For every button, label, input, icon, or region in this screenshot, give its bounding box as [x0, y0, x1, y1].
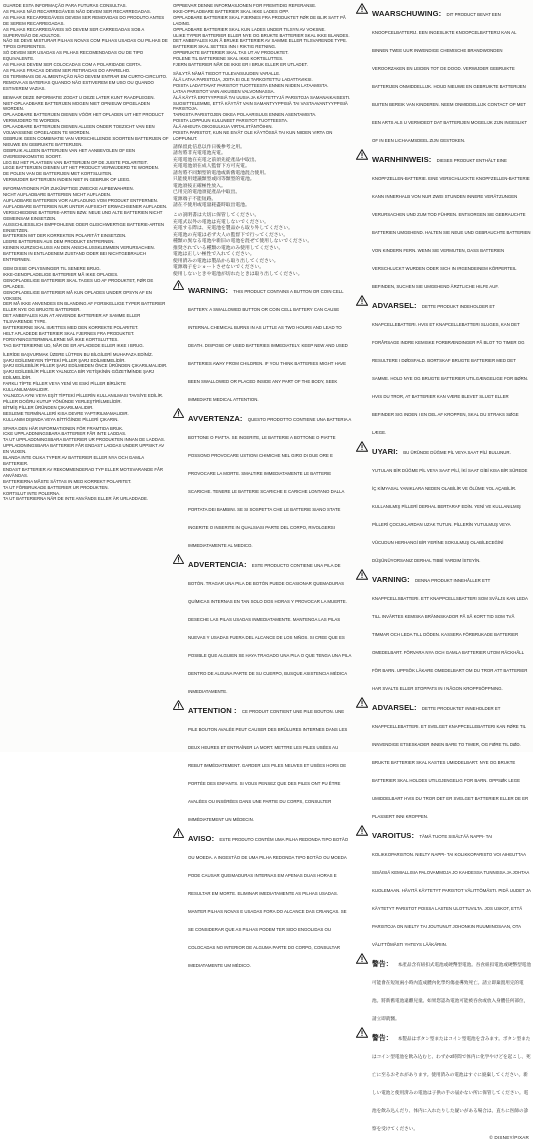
warning-german	[356, 149, 531, 293]
warning-triangle-icon	[356, 825, 368, 836]
text-block-chinese: 請保留此信息以作日後參考之用。 請勿將非充電電池充電。 充電電池在充電之前須先從產品中取出。 充電電池須在成人監督下方可充電。 請勿將不同類型的電池或新舊電池混合使用。 只能使用建議類型或同等類型的電池。 電池須按正確極性放入。 已用完的電池須從產品中取出。 電源端子不能短路。 請在不使用或電量耗盡時取出電池。	[173, 144, 269, 209]
text-block-german: INFORMATIONEN FÜR ZUKÜNFTIGE ZWECKE AUFBEWAHREN. NICHT AUFLADBARE BATTERIEN NICHT AUFLADEN. AUFLADBARE BATTERIEN VOR AUFLADUNG VOM PRODUKT ENTFERNEN. AUFLADBARE BATTERIEN NUR UNTER AUFSICHT ERWACHSENER AUFLADEN. VERSCHIEDENE BATTERIE-ARTEN BZW. NEUE UND ALTE BATTERIEN NICHT GEMEINSAM EINSETZEN. AUSSCHLIESSLICH EMPFOHLENE ODER GLEICHWERTIGE BATTERIE-ARTEN EINSETZEN. BATTERIEN MIT DER KORREKTEN POLARITÄT EINSETZEN. LEERE BATTERIEN AUS DEM PRODUKT ENTFERNEN. KEINEN KURZSCHLUSS AN DEN ANSCHLUSSKLEMMEN VERURSACHEN. BATTERIEN IN ENTLADENEM ZUSTAND ODER BEI NICHTGEBRAUCH ENTFERNEN.	[3, 186, 168, 263]
warning-heading: WARNING:	[188, 286, 231, 296]
warning-body: ESTE PRODUTO CONTÉM UMA PILHA REDONDA TIPO BOTÃO OU MOEDA. A INGESTÃO DE UMA PILHA REDONDA TIPO BOTÃO OU MOEDA PODE CAUSAR QUEIMADURAS INTERNAS EM APENAS DUAS HORAS E RESULTAR EM MORTE. ELIMINAR IMEDIATAMENTE AS PILHAS USADAS. MANTER PILHAS NOVAS E USADAS FORA DO ALCANCE DAS CRIANÇAS. SE SE CONSIDERAR QUE AS PILHAS PODEM TER SIDO ENGOLIDAS OU COLOCADAS NO INTERIOR DE ALGUMA PARTE DO CORPO, CONSULTAR IMEDIATAMENTE UM MÉDICO.	[188, 837, 349, 969]
warning-body: QUESTO PRODOTTO CONTIENE UNA BATTERIA A BOTTONE O PIATTA. SE INGERITE, LE BATTERIE A BOTTONE O PIATTE POSSONO PROVOCARE USTIONI CHIMICHE NEL GIRO DI DUE ORE E PROVOCARE LA MORTE. SMALTIRE IMMEDIATAMENTE LE BATTERIE SCARICHE. TENERE LE BATTERIE SCARICHE E CARICHE LONTANO DALLA PORTATA DEI BAMBINI. SE SI SOSPETTA CHE LE BATTERIE SIANO STATE INGERITE O INSERITE IN QUALSIASI PARTE DEL CORPO, RIVOLGERSI IMMEDIATAMENTE AL MEDICO.	[188, 417, 352, 549]
text-block-dutch: BEWAAR DEZE INFORMATIE ZODAT U DEZE LATER KUNT RAADPLEGEN. NIET-OPLAADBARE BATTERIJEN MOGEN NIET OPNIEUW OPGELADEN WORDEN. OPLAADBARE BATTERIJEN DIENEN VÓÓR HET OPLADEN UIT HET PRODUCT VERWIJDERD TE WORDEN. OPLAADBARE BATTERIJEN DIENEN ALLEEN ONDER TOEZICHT VAN EEN VOLWASSENE OPGELADEN TE WORDEN. GEBRUIK GEEN COMBINATIE VAN VERSCHILLENDE SOORTEN BATTERIJEN OF NIEUWE EN GEBRUIKTE BATTERIJEN. GEBRUIK ALLEEN BATTERIJEN VAN HET AANBEVOLEN OF EEN OVEREENKOMSTIG SOORT. LEG BIJ HET PLAATSEN VAN BATTERIJEN OP DE JUISTE POLARITEIT. LEGE BATTERIJEN DIENEN UIT HET PRODUCT VERWIJDERD TE WORDEN. DE POLEN VAN DE BATTERIJEN MET KORTSLUITEN. VERWIJDER BATTERIJEN INDIEN NIET IN GEBRUIK OF LEEG.	[3, 94, 169, 183]
warning-body: DIT PRODUCT BEVAT EEN KNOOPCELBATTERIJ. EEN INGESLIKTE KNOOPCELBATTERIJ KAN AL BINNEN TWEE UUR INWENDIGE CHEMISCHE BRANDWONDEN VEROORZAKEN EN LEIDEN TOT DE DOOD. VERWIJDER GEBRUIKTE BATTERIJEN ONMIDDELLIJK. HOUD NIEUWE EN GEBRUIKTE BATTERIJEN BUITEN BEREIK VAN KINDEREN. NEEM ONMIDDELLIJK CONTACT OP MET EEN ARTS ALS U VERMOEDT DAT BATTERIJEN MOGELIJK ZIJN INGESLIKT OF IN EEN LICHAAMSDEEL ZIJN GESTOKEN.	[372, 12, 527, 143]
text-block-finnish: SÄILYTÄ NÄMÄ TIEDOT TULEVAISUUDEN VARALLE. ÄLÄ LATAA PARISTOJA, JOITA EI OLE TARKOITETTU LADATTAVIKSI. POISTA LADATTAVAT PARISTOT TUOTTEESTA ENNEN NIIDEN LATAAMISTA. LATAA PARISTOT VAIN AIKUISEN VALVONNASSA. ÄLÄ KÄYTÄ ERITYYPPISIÄ TAI UUSIA JA KÄYTETTYJÄ PARISTOJA SAMANAIKAISESTI. SUOSITTELEMME, ETTÄ KÄYTÄT VAIN SAMANTYYPPISIÄ TAI VASTAAVANTYYPPISIÄ PARISTOJA. TARKISTA PARISTOJEN OIKEA POLAARISUUS ENNEN ASENTAMISTA. POISTA LOPPUUN KULUNEET PARISTOT TUOTTEESTA. ÄLÄ AIHEUTA OIKOSULKUA VIRTALIITÄNTÖIHIN. POISTA PARISTOT, KUN NE EIVÄT OLE KÄYTÖSSÄ TAI KUN NIIDEN VIRTA ON LOPPUNUT.	[173, 70, 351, 141]
warning-body: CE PRODUIT CONTIENT UNE PILE BOUTON. UNE PILE BOUTON AVALÉE PEUT CAUSER DES BRÛLURES INTERNES DANS LES DEUX HEURES ET ENTRAÎNER LA MORT. METTRE LES PILES USÉES AU REBUT IMMÉDIATEMENT. GARDER LES PILES NEUVES ET USÉES HORS DE PORTÉE DES ENFANTS. SI VOUS PENSEZ QUE DES PILES ONT PU ÊTRE AVALÉES OU INSÉRÉES DANS UNE PARTIE DU CORPS, CONSULTER IMMÉDIATEMENT UN MÉDECIN.	[188, 709, 348, 823]
warning-triangle-icon	[356, 149, 368, 160]
warning-norwegian	[356, 697, 531, 823]
text-block-norwegian: OPPBEVAR DENNE INFORMASJONEN FOR FREMTIDIG REFERANSE. IKKE-OPPLADBARE BATTERIER SKAL IKKE LADES OPP. OPPLADBARE BATTERIER SKAL FJERNES FRA PRODUKTET FØR DE BLIR SATT PÅ LADING. OPPLADBARE BATTERIER SKAL KUN LADES UNDER TILSYN AV VOKSNE. ULIKE TYPER BATTERIER ELLER NYE OG BRUKTE BATTERIER SKAL IKKE BLANDES. DET ANBEFALES KUN Å BRUKE BATTERIER AV SAMME ELLER TILSVARENDE TYPE. BATTERIER SKAL SETTES INN I RIKTIG RETNING. OPPBRUKTE BATTERIER SKAL TAS UT AV PRODUKTET. POLENE TIL BATTERIENE SKAL IKKE KORTSLUTTES. FJERN BATTERIER NÅR DE IKKE ER I BRUK ELLER ER UTLADET.	[173, 3, 350, 68]
warning-body: THIS PRODUCT CONTAINS A BUTTON OR COIN CELL BATTERY. A SWALLOWED BUTTON OR COIN CELL BATTERY CAN CAUSE INTERNAL CHEMICAL BURNS IN AS LITTLE AS TWO HOURS AND LEAD TO DEATH. DISPOSE OF USED BATTERIES IMMEDIATELY. KEEP NEW AND USED BATTERIES AWAY FROM CHILDREN. IF YOU THINK BATTERIES MIGHT HAVE BEEN SWALLOWED OR PLACED INSIDE ANY PART OF THE BODY, SEEK IMMEDIATE MEDICAL ATTENTION.	[188, 289, 348, 403]
warning-french	[173, 700, 353, 826]
warning-turkish	[356, 441, 531, 567]
warning-heading: 警告：	[372, 961, 395, 968]
warning-triangle-icon	[173, 408, 184, 418]
text-block-turkish: İLERİDE BAŞVURMAK ÜZERE LÜTFEN BU BİLGİLERİ MUHAFAZA EDİNİZ. ŞARJ EDİLEMEYEN TİPTEKİ PİLLER ŞARJ EDİLMEMELİDİR. ŞARJ EDİLEBİLİR PİLLER ŞARJ EDİLMEDEN ÖNCE ÜRÜNDEN ÇIKARILMALIDIR. ŞARJ EDİLEBİLİR PİLLER YALNIZCA BİR YETİŞKİNİN GÖZETİMİNDE ŞARJ EDİLMELİDİR. FARKLI TİPTE PİLLER VEYA YENİ VE ESKİ PİLLER BİRLİKTE KULLANILMAMALIDIR. YALNIZCA AYNI VEYA EŞİT TİPTEKİ PİLLERİN KULLANILMASI TAVSİYE EDİLİR. PİLLER DOĞRU KUTUP YÖNÜNDE YERLEŞTİRİLMELİDİR. BİTMİŞ PİLLER ÜRÜNDEN ÇIKARILMALIDIR. BESLEME TERMİNALLERİ KISA DEVRE YAPTIRILMAMALIDIR. KULLANIM DIŞINDA VEYA BİTTİĞİNDE PİLLERİ ÇIKARIN.	[3, 351, 168, 422]
warning-triangle-icon	[356, 295, 368, 306]
warning-heading: VAROITUS:	[372, 831, 417, 840]
warning-portuguese	[173, 828, 353, 972]
warning-body: DETTE PRODUKT INDEHOLDER ET KNAPCELLEBATTERI. HVIS ET KNAPCELLEBATTERI SLUGES, KAN DET FORÅRSAGE INDRE KEMISKE FORBRÆNDINGER PÅ BLOT TO TIMER OG RESULTERE I DØDSFALD. BORTSKAF BRUGTE BATTERIER MED DET SAMME. HOLD NYE OG BRUGTE BATTERIER UTILGÆNGELIGE FOR BØRN. HVIS DU TROR, AT BATTERIER KAN VÆRE BLEVET SLUGT ELLER BEFINDER SIG INDEN I EN DEL AF KROPPEN, SKAL DU STRAKS SØGE LÆGE.	[372, 304, 529, 435]
warning-swedish	[356, 569, 531, 695]
warning-body: TÄMÄ TUOTE SISÄLTÄÄ NAPPI- TAI KOLIKKOPARISTON. NIELTY NAPPI- TAI KOLIKKOPARISTO VOI AIHEUTTAA SISÄISIÄ KEMIALLISIA PALOVAMMOJA JO KAHDESSA TUNNISSA JA JOHTAA KUOLEMAAN. HÄVITÄ KÄYTETYT PARISTOT VÄLITTÖMÄSTI. PIDÄ UUDET JA KÄYTETYT PARISTOT POISSA LASTEN ULOTTUVILTA. JOS USKOT, ETTÄ PARISTOJA ON NIELTY TAI JOUTUNUT JOHONKIN RUUMIINOSAAN, OTA VÄLITTÖMÄSTI YHTEYS LÄÄKÄRIIN.	[372, 834, 531, 947]
warning-heading: AVISO:	[188, 834, 217, 844]
warning-triangle-icon	[173, 554, 184, 564]
warning-heading: ADVARSEL:	[372, 301, 419, 310]
warning-chinese	[356, 953, 531, 1025]
warning-heading: ADVARSEL:	[372, 703, 419, 712]
text-block-portuguese: GUARDE ESTA INFORMAÇÃO PARA FUTURAS CONSULTAS. AS PILHAS NÃO RECARREGÁVEIS NÃO DEVEM SER RECARREGADAS. AS PILHAS RECARREGÁVEIS DEVEM SER REMOVIDAS DO PRODUTO ANTES DE SEREM RECARREGADAS. AS PILHAS RECARREGÁVEIS SÓ DEVEM SER CARREGADAS SOB A SUPERVISÃO DE ADULTOS. NÃO SE DEVE MISTURAR PILHAS NOVAS COM PILHAS USADAS OU PILHAS DE TIPOS DIFERENTES. SÓ DEVEM SER USADAS AS PILHAS RECOMENDADAS OU DE TIPO EQUIVALENTE. AS PILHAS DEVEM SER COLOCADAS COM A POLARIDADE CERTA. AS PILHAS FRACAS DEVEM SER RETIRADAS DO APARELHO. OS TERMINAIS DE ALIMENTAÇÃO NÃO DEVEM ENTRAR EM CURTO-CIRCUITO. REMOVA AS BATERIAS QUANDO NÃO ESTIVEREM EM USO OU QUANDO ESTIVEREM VAZIAS.	[3, 3, 168, 91]
left-column	[3, 3, 170, 750]
warning-triangle-icon	[173, 280, 184, 290]
warning-triangle-icon	[173, 700, 184, 710]
warning-heading: UYARI:	[372, 447, 401, 456]
warning-japanese	[356, 1027, 531, 1135]
warning-english	[173, 280, 353, 406]
warning-heading: WARNHINWEIS:	[372, 155, 434, 164]
warning-body: DETTE PRODUKTET INNEHOLDER ET KNAPPCELLEBATTERI. ET SVELGET KNAPPCELLEBATTERI KAN FØRE TIL INNVENDIGE ETSESKADER INNEN BARE TO TIMER, OG FØRE TIL DØD. BRUKTE BATTERIER SKAL KASTES UMIDDELBART. NYE OG BRUKTE BATTERIER SKAL HOLDES UTILGJENGELIG FOR BARN. OPPSØK LEGE UMIDDELBART HVIS DU TROR DET ER SVELGET BATTERIER ELLER DE ER PLASSERT INNI KROPPEN.	[372, 706, 529, 819]
warning-triangle-icon	[356, 697, 368, 708]
warning-triangle-icon	[173, 828, 184, 838]
warning-spanish	[173, 554, 353, 698]
warning-danish	[356, 295, 531, 439]
warning-heading: AVVERTENZA:	[188, 414, 245, 424]
warning-triangle-icon	[356, 569, 368, 580]
text-block-swedish: SPARA DEN HÄR INFORMATIONEN FÖR FRAMTIDA BRUK. ICKE UPPLADDNINGSBARA BATTERIER FÅR INTE LADDAS. TA UT UPPLADDNINGSBARA BATTERIER UR PRODUKTEN INNAN DE LADDAS. UPPLADDNINGSBARA BATTERIER FÅR ENDAST LADDAS UNDER UPPSIKT AV EN VUXEN. BLANDA INTE OLIKA TYPER AV BATTERIER ELLER NYA OCH GAMLA BATTERIER. ENDAST BATTERIER AV REKOMMENDERAD TYP ELLER MOTSVARANDE FÅR ANVÄNDAS. BATTERIERNA MÅSTE SÄTTAS IN MED KORREKT POLARITET. TA UT FÖRBRUKADE BATTERIER UR PRODUKTEN. KORTSLUT INTE POLERNA. TA UT BATTERIERNA NÄR DE INTE ANVÄNDS ELLER ÄR URLADDADE.	[3, 425, 165, 502]
warning-heading: VARNING:	[372, 575, 412, 584]
warning-heading: WAARSCHUWING:	[372, 9, 444, 18]
warning-body: 本產品含有紐扣式電池或硬幣型電池。吞食紐扣電池或硬幣型電池可能會在短短兩小時內造成體內化學灼傷並導致死亡。請立即棄置用完的電池。將新舊電池遠離兒童。如果您認為電池可能被吞食或放入身體任何部位，請立即就醫。	[372, 962, 531, 1021]
warning-dutch	[356, 3, 531, 147]
middle-column	[173, 3, 353, 969]
warning-triangle-icon	[356, 1027, 368, 1038]
warning-finnish	[356, 825, 531, 951]
warning-triangle-icon	[356, 3, 368, 14]
warning-heading: ADVERTENCIA:	[188, 560, 249, 570]
warning-italian	[173, 408, 353, 552]
right-column	[356, 3, 531, 1140]
copyright-logo: © DISNEY/PIXAR	[489, 1135, 529, 1140]
text-block-japanese: この説明書は大切に保管してください。 充電式以外の電池は充電しないでください。 充電する際は、充電池を製品から取り外してください。 充電池の充電は必ず大人の監督下で行ってください。 種類の異なる電池や新旧の電池を混ぜて使用しないでください。 推奨されている種類の電池のみ使用してください。 電池は正しい極性で入れてください。 使用済みの電池は製品から取り出してください。 電源端子をショートさせないでください。 使用しないときや電池が切れたときは取り出してください。	[173, 213, 313, 277]
warning-body: DENNA PRODUKT INNEHÅLLER ETT KNAPPCELLSBATTERI. ETT KNAPPCELLSBATTERI SOM SVÄLJS KAN LEDA TILL INVÄRTES KEMISKA BRÄNNSKADOR PÅ SÅ KORT TID SOM TVÅ TIMMAR OCH LEDA TILL DÖDEN. KASSERA FÖRBRUKADE BATTERIER OMEDELBART. FÖRVARA NYA OCH GAMLA BATTERIER UTOM RÄCKHÅLL FÖR BARN. UPPSÖK LÄKARE OMEDELBART OM DU TROR ATT BATTERIER HAR SVALTS ELLER STOPPATS IN I NÅGON KROPPSÖPPNING.	[372, 578, 528, 691]
warning-body: DIESES PRODUKT ENTHÄLT EINE KNOPFZELLEN-BATTERIE. EINE VERSCHLUCKTE KNOPFZELLEN-BATTERIE KANN INNERHALB VON NUR ZWEI STUNDEN INNERE VERÄTZUNGEN VERURSACHEN UND ZUM TOD FÜHREN. ENTSORGEN SIE GEBRAUCHTE BATTERIEN UMGEHEND. HALTEN SIE NEUE UND GEBRAUCHTE BATTERIEN VON KINDERN FERN. WENN SIE VERMUTEN, DASS BATTERIEN VERSCHLUCKT WURDEN ODER SICH IN IRGENDEINEM KÖRPERTEIL BEFINDEN, SUCHEN SIE UMGEHEND ÄRZTLICHE HILFE AUF.	[372, 158, 531, 289]
warning-body: ESTE PRODUCTO CONTIENE UNA PILA DE BOTÓN. TRAGAR UNA PILA DE BOTÓN PUEDE OCASIONAR QUEMADURAS QUÍMICAS INTERNAS EN TAN SOLO DOS HORAS Y PROVOCAR LA MUERTE. DESECHE LAS PILAS USADAS INMEDIATAMENTE. MANTENGA LAS PILAS NUEVAS Y USADAS FUERA DEL ALCANCE DE LOS NIÑOS. SI CREE QUE ES POSIBLE QUE ALGUIEN SE HAYA TRAGADO UNA PILA O QUE TENGA UNA PILA DENTRO DE ALGUNA PARTE DE SU CUERPO, BUSQUE ASISTENCIA MÉDICA INMEDIATAMENTE.	[188, 563, 352, 695]
warning-heading: ATTENTION :	[188, 706, 239, 716]
text-block-danish: GEM DISSE OPLYSNINGER TIL SENERE BRUG. IKKE-GENOPLADELIGE BATTERIER MÅ IKKE OPLADES. GENOPLADELIGE BATTERIER SKAL TAGES UD AF PRODUKTET, FØR DE OPLADES. GENOPLADELIGE BATTERIER MÅ KUN OPLADES UNDER OPSYN AF EN VOKSEN. DER MÅ IKKE ANVENDES EN BLANDING AF FORSKELLIGE TYPER BATTERIER ELLER NYE OG BRUGTE BATTERIER. DET ANBEFALES KUN AT ANVENDE BATTERIER AF SAMME ELLER TILSVARENDE TYPE. BATTERIERNE SKAL ISÆTTES MED DEN KORREKTE POLARITET. HELT AFLADEDE BATTERIER SKAL FJERNES FRA PRODUKTET. FORSYNINGSTERMINALERNE MÅ IKKE KORTSLUTTES. TAG BATTERIERNE UD, NÅR DE ER AFLADEDE ELLER IKKE I BRUG.	[3, 265, 166, 348]
warning-triangle-icon	[356, 441, 368, 452]
middle-warnings	[173, 278, 353, 972]
warning-body: 本製品はボタン型またはコイン型電池を含みます。ボタン型またはコイン型電池を飲み込むと、わずか2時間で体内に化学やけどを起こし、死亡に至るおそれがあります。使用済みの電池はすぐに廃棄してください。新しい電池と使用済みの電池は子供の手の届かない所に保管してください。電池を飲み込んだり、体内に入れたりした疑いがある場合は、直ちに医師の診察を受けてください。	[372, 1036, 531, 1131]
warning-body: BU ÜRÜNDE DÜĞME PİL VEYA SAAT PİLİ BULUNUR. YUTULAN BİR DÜĞME PİL VEYA SAAT PİLİ, İKİ SAAT GİBİ KISA BİR SÜREDE İÇ KİMYASAL YANIKLARA NEDEN OLABİLİR VE ÖLÜME YOL AÇABİLİR. KULLANILMIŞ PİLLERİ DERHAL BERTARAF EDİN. YENİ VE KULLANILMIŞ PİLLERİ ÇOCUKLARDAN UZAK TUTUN. PİLLERİN YUTULMUŞ VEYA VÜCUDUN HERHANGİ BİR YERİNE SOKULMUŞ OLABİLECEĞİNİ DÜŞÜNÜYORSANIZ DERHAL TIBBİ YARDIM İSTEYİN.	[372, 450, 528, 563]
warning-triangle-icon	[356, 953, 368, 964]
warning-heading: 警告：	[372, 1035, 395, 1042]
